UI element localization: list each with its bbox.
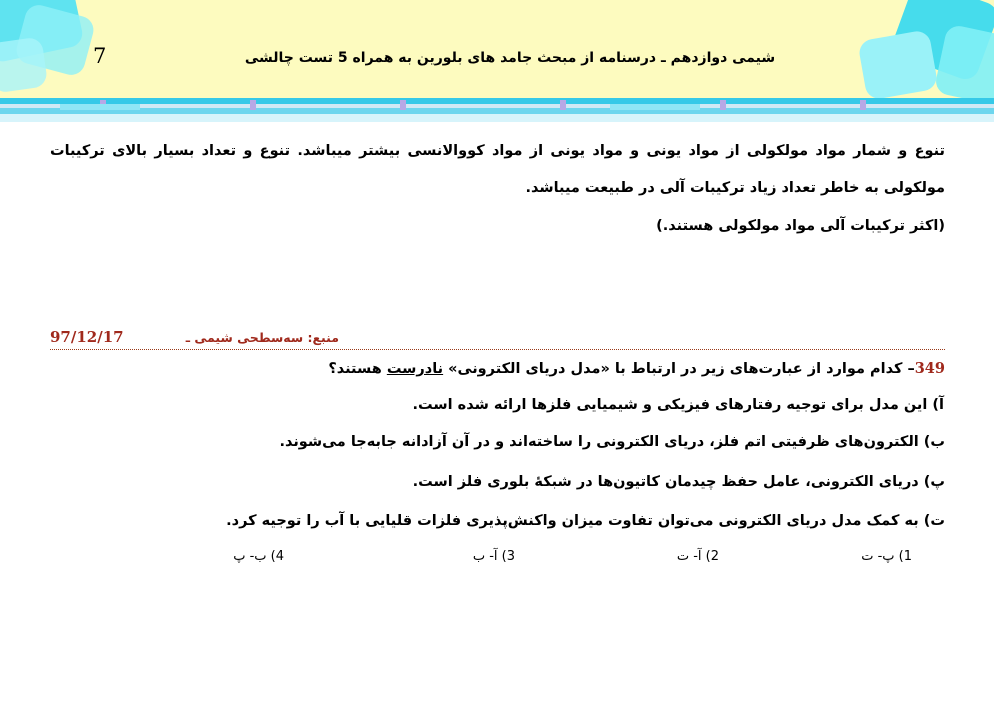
stripe-tick bbox=[860, 100, 866, 110]
stripe-tick bbox=[400, 100, 406, 110]
stripe-block bbox=[610, 104, 700, 110]
source-date: 97/12/17 bbox=[50, 328, 128, 346]
statement-item: پ) دریای الکترونی، عامل حفظ چیدمان کاتیون‌ها در شبکهٔ بلوری فلز است. bbox=[412, 474, 945, 490]
answer-option: 2) آ- ت bbox=[676, 549, 719, 564]
intro-paragraph: تنوع و شمار مواد مولکولی از مواد یونی و مواد یونی از مواد کووالانسی بیشتر میباشد. تنوع و تعداد بسیار بالای ترکیبات مولکولی به خاطر تعداد زیاد ترکیبات آلی در طبیعت میباشد. bbox=[50, 143, 945, 196]
intro-note: (اکثر ترکیبات آلی مواد مولکولی هستند.) bbox=[656, 218, 945, 234]
stripe-tick bbox=[560, 100, 566, 110]
page-title: شیمی دوازدهم ـ درسنامه از مبحث جامد های بلورین به همراه 5 تست چالشی bbox=[244, 50, 776, 66]
source-label: منبع: سه‌سطحی شیمی ـ bbox=[182, 330, 339, 345]
statement-item: آ) این مدل برای توجیه رفتارهای فیزیکی و شیمیایی فلزها ارائه شده است. bbox=[412, 397, 944, 413]
question-underlined: نادرست bbox=[386, 361, 444, 377]
answer-option: 3) آ- ب bbox=[472, 549, 515, 564]
question-stem bbox=[328, 360, 945, 377]
stripe-block bbox=[60, 104, 140, 110]
page-header bbox=[0, 0, 994, 122]
page-number: 7 bbox=[93, 44, 107, 68]
question-text-after: هستند؟ bbox=[328, 361, 387, 377]
header-stripe bbox=[0, 114, 994, 122]
question-text-before: کدام موارد از عبارت‌های زیر در ارتباط با «مدل دریای الکترونی» bbox=[443, 361, 903, 377]
answer-option: 4) ب- پ bbox=[233, 549, 284, 564]
statement-item: ت) به کمک مدل دریای الکترونی می‌توان تفاوت میزان واکنش‌پذیری فلزات قلیایی با آب را توجیه کرد. bbox=[226, 513, 945, 529]
decor-square bbox=[857, 29, 938, 101]
answer-option: 1) پ- ت bbox=[861, 549, 912, 564]
statement-item: ب) الکترون‌های ظرفیتی اتم فلز، دریای الکترونی را ساخته‌اند و در آن آزادانه جابه‌جا می‌شوند. bbox=[279, 434, 945, 450]
stripe-tick bbox=[250, 100, 256, 110]
question-number: 349 bbox=[914, 360, 945, 377]
decor-square bbox=[0, 36, 48, 93]
question-dash: – bbox=[902, 361, 915, 377]
stripe-tick bbox=[720, 100, 726, 110]
